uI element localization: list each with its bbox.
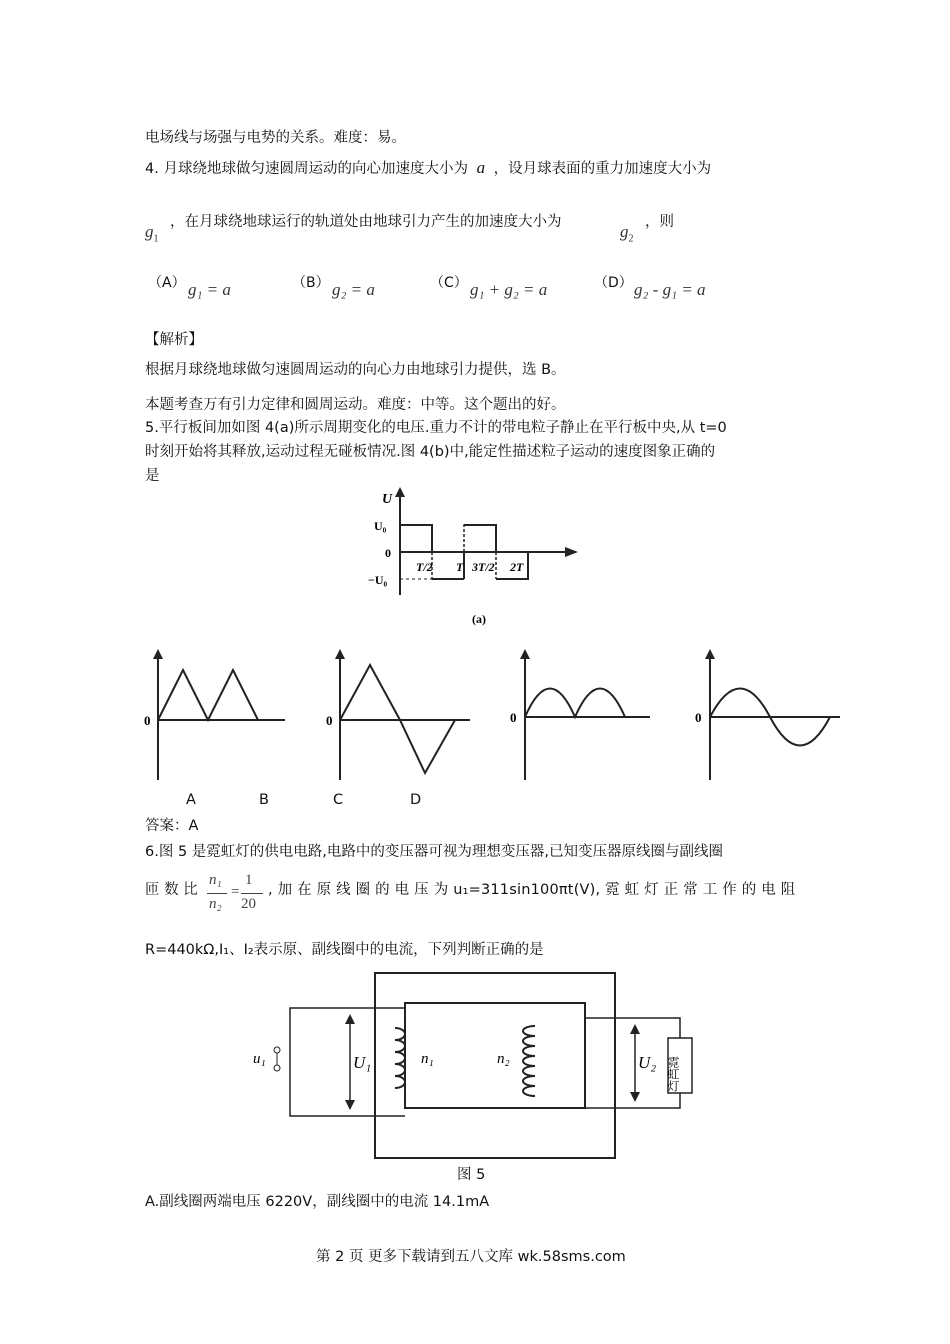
label-n1: n₁ — [421, 1051, 434, 1067]
neon-lamp-label: 霓虹灯 — [666, 1056, 680, 1092]
answer-q5: 答案：A — [145, 818, 199, 834]
option-a-expr: g₁ = a — [188, 280, 231, 299]
option-c-expr: g₁ + g₂ = a — [470, 280, 548, 299]
q5-line-3: 是 — [145, 468, 160, 484]
svg-text:0: 0 — [695, 710, 702, 725]
analysis-heading: 【解析】 — [145, 332, 203, 348]
q6-line-3: R=440kΩ,I₁、I₂表示原、副线圈中的电流，下列判断正确的是 — [145, 942, 544, 958]
tick-2t: 2T — [510, 560, 524, 574]
svg-text:0: 0 — [144, 713, 151, 728]
option-b-label: （B） — [292, 275, 330, 291]
graph-label-d: D — [410, 792, 422, 808]
neg-u0-label: −U₀ — [368, 573, 388, 587]
zero-label: 0 — [385, 546, 391, 560]
label-u1-source: u₁ — [253, 1051, 266, 1067]
q4-text-c: ，在月球绕地球运行的轨道处由地球引力产生的加速度大小为 — [170, 214, 562, 230]
graph-c — [510, 649, 650, 780]
option-a-label: （A） — [148, 275, 186, 291]
turns-ratio-fraction: n₁ n₂ = 1 20 — [205, 872, 260, 922]
figure-caption-a: (a) — [472, 612, 486, 626]
option-d-expr: g₂ - g₁ = a — [634, 280, 706, 299]
figure-4a-voltage-graph — [360, 485, 600, 635]
q6-line-1: 6.图 5 是霓虹灯的供电电路,电路中的变压器可视为理想变压器,已知变压器原线圈与副线圈 — [145, 844, 723, 860]
q6-option-a: A.副线圈两端电压 6220V，副线圈中的电流 14.1mA — [145, 1194, 490, 1210]
figure-5-transformer-circuit — [245, 968, 705, 1168]
option-b-expr: g₂ = a — [332, 280, 375, 299]
label-n2: n₂ — [497, 1051, 510, 1067]
axis-u-label: U — [382, 492, 393, 507]
analysis-line-1: 根据月球绕地球做匀速圆周运动的向心力由地球引力提供，选 B。 — [145, 362, 566, 378]
q4-text: 4. 月球绕地球做匀速圆周运动的向心加速度大小为 — [145, 161, 468, 177]
question-4-stem — [145, 158, 711, 179]
q6-line-2-start: 匝 数 比 — [145, 882, 198, 898]
tick-t: T — [456, 560, 464, 574]
graph-d — [695, 649, 840, 780]
figure-4b-velocity-graphs — [140, 645, 840, 790]
label-u1-voltage: U₁ — [353, 1053, 372, 1072]
tick-t-half: T/2 — [416, 560, 433, 574]
option-d-label: （D） — [594, 275, 633, 291]
page-footer: 第 2 页 更多下载请到五八文库 wk.58sms.com — [316, 1249, 626, 1265]
var-g1: $g_1$ — [145, 222, 159, 245]
svg-text:0: 0 — [510, 710, 517, 725]
graph-label-c: C — [333, 792, 344, 808]
q5-line-1: 5.平行板间加如图 4(a)所示周期变化的电压.重力不计的带电粒子静止在平行板中央,从 t=0 — [145, 420, 727, 436]
text-line: 电场线与场强与电势的关系。难度：易。 — [145, 130, 406, 146]
q4-text-b: ，设月球表面的重力加速度大小为 — [493, 161, 712, 177]
analysis-line-2: 本题考查万有引力定律和圆周运动。难度：中等。这个题出的好。 — [145, 397, 566, 413]
graph-b — [326, 649, 470, 780]
u0-label: U₀ — [374, 519, 387, 533]
var-a: a — [476, 158, 486, 177]
q5-line-2: 时刻开始将其释放,运动过程无碰板情况.图 4(b)中,能定性描述粒子运动的速度图象正确的 — [145, 444, 716, 460]
tick-3t-half: 3T/2 — [472, 560, 495, 574]
figure-5-caption: 图 5 — [457, 1167, 486, 1183]
option-c-label: （C） — [430, 275, 468, 291]
graph-label-b: B — [259, 792, 269, 808]
q6-line-2-end: , 加 在 原 线 圈 的 电 压 为 u₁=311sin100πt(V), 霓 虹 灯 正 常 工 作 的 电 阻 — [268, 882, 796, 898]
graph-label-a: A — [186, 792, 196, 808]
var-g2: $g_2$ — [620, 222, 634, 245]
graph-a — [144, 649, 285, 780]
label-u2-voltage: U₂ — [638, 1053, 657, 1072]
svg-text:0: 0 — [326, 713, 333, 728]
q4-text-d: ，则 — [645, 214, 674, 230]
